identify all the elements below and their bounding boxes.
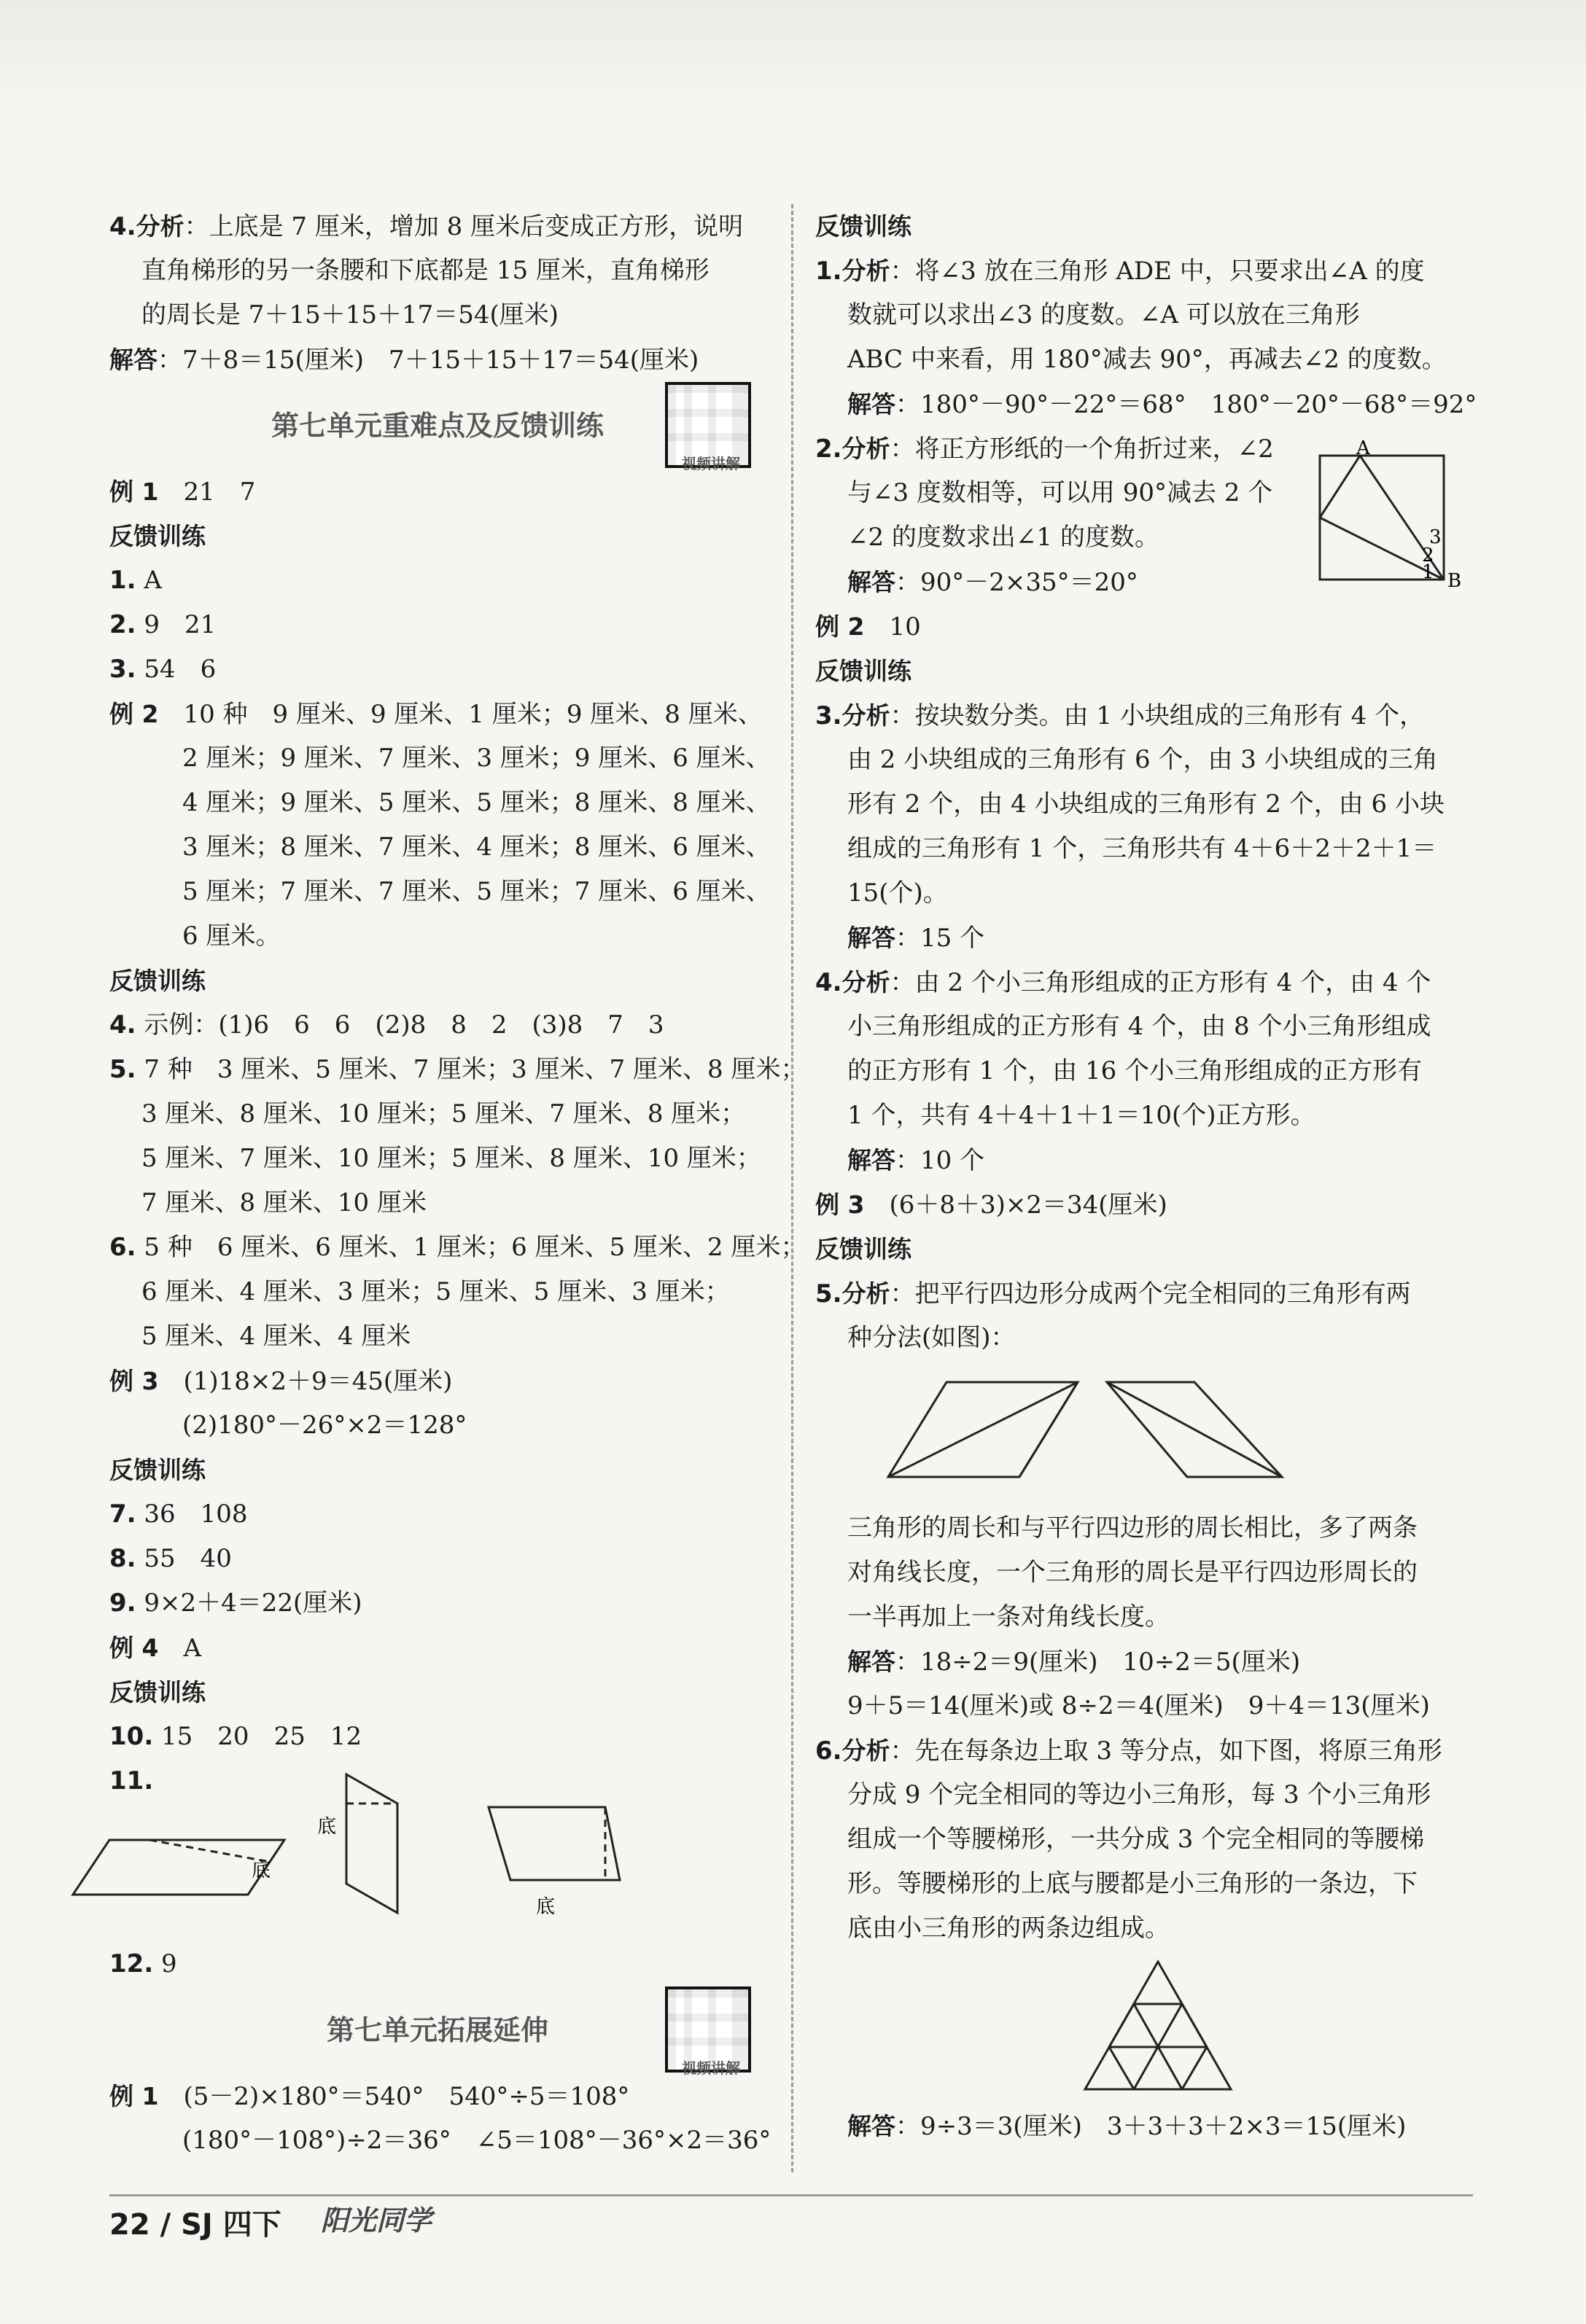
- item-number: 3.: [815, 701, 842, 730]
- line-text: 54 6: [136, 655, 217, 684]
- keyword-label: 反馈训练: [109, 1456, 206, 1484]
- keyword-label: 解答: [109, 346, 158, 374]
- line-text: 对角线长度，一个三角形的周长是平行四边形周长的: [847, 1558, 1418, 1587]
- top-shade: [0, 0, 1586, 109]
- folded-square-holder: [1313, 437, 1462, 597]
- keyword-label: 例 2: [815, 612, 865, 641]
- text-line: [109, 825, 771, 870]
- line-text: ：180°－90°－22°＝68° 180°－20°－68°＝92°: [895, 390, 1477, 419]
- parallelogram-heights-figure: [66, 1760, 722, 1918]
- line-text: 36 108: [136, 1500, 248, 1529]
- item-number: 6.: [109, 1233, 136, 1262]
- line-text: 5 厘米、7 厘米、10 厘米；5 厘米、8 厘米、10 厘米；: [141, 1144, 761, 1173]
- text-line: [109, 1048, 806, 1092]
- text-line: [109, 338, 766, 382]
- keyword-label: 反馈训练: [109, 522, 206, 550]
- text-line: [109, 1942, 766, 1986]
- line-text: 6 厘米、4 厘米、3 厘米；5 厘米、5 厘米、3 厘米；: [141, 1277, 730, 1306]
- text-line: [815, 1506, 1472, 1551]
- item-number: 1.: [815, 257, 842, 286]
- text-line: [815, 1728, 1472, 1773]
- text-line: [815, 649, 1472, 693]
- line-text: (5－2)×180°＝540° 540°÷5＝108°: [158, 2082, 630, 2111]
- text-line: [109, 2118, 771, 2163]
- line-text: 的正方形有 1 个，由 16 个小三角形组成的正方形有: [847, 1056, 1423, 1085]
- line-text: 7 厘米、8 厘米、10 厘米: [141, 1188, 427, 1217]
- footer-rule: [109, 2194, 1473, 2196]
- line-text: 底由小三角形的两条边组成。: [847, 1914, 1170, 1943]
- vertex-label-b: B: [1447, 570, 1462, 592]
- keyword-label: 分析: [841, 1279, 890, 1308]
- item-number: 6.: [815, 1736, 842, 1766]
- item-number: 5.: [815, 1279, 842, 1309]
- text-line: [815, 1551, 1472, 1595]
- text-line: [815, 1316, 1472, 1360]
- fig11-figure: [109, 1804, 766, 1942]
- line-text: 的周长是 7＋15＋15＋17＝54(厘米): [141, 300, 559, 330]
- line-text: ：把平行四边形分成两个完全相同的三角形有两: [890, 1279, 1411, 1309]
- line-text: ：18÷2＝9(厘米) 10÷2＝5(厘米): [895, 1648, 1301, 1677]
- item-number: 2.: [109, 610, 136, 639]
- text-line: [815, 1595, 1472, 1639]
- parallelogram-b-split: [1107, 1382, 1282, 1477]
- text-line: [109, 1715, 766, 1759]
- section-title-text: 第七单元重难点及反馈训练: [271, 410, 604, 442]
- text-line: [815, 782, 1472, 827]
- line-text: ：上底是 7 厘米，增加 8 厘米后变成正方形，说明: [184, 212, 744, 241]
- section-title-text: 第七单元拓展延伸: [326, 2014, 548, 2046]
- text-line: [109, 1092, 766, 1136]
- line-text: 5 种 6 厘米、6 厘米、1 厘米；6 厘米、5 厘米、2 厘米；: [136, 1233, 806, 1262]
- item-number: 9.: [109, 1588, 136, 1618]
- line-text: 形有 2 个，由 4 小块组成的三角形有 2 个，由 6 小块: [847, 789, 1445, 819]
- line-text: ：15 个: [895, 924, 985, 953]
- line-text: 15(个)。: [847, 878, 948, 908]
- section-title: [109, 1986, 766, 2077]
- line-text: 分成 9 个完全相同的等边小三角形，每 3 个小三角形: [847, 1780, 1431, 1809]
- text-line: [109, 1225, 806, 1270]
- line-text: (6＋8＋3)×2＝34(厘米): [864, 1190, 1167, 1220]
- text-line: [815, 693, 1472, 738]
- text-line: [815, 1093, 1472, 1138]
- text-line: [109, 558, 766, 603]
- text-line: [815, 738, 1472, 782]
- keyword-label: 分析: [841, 968, 890, 997]
- item-number: 10.: [109, 1722, 154, 1751]
- line-text: 组成一个等腰梯形，一共分成 3 个完全相同的等腰梯: [847, 1825, 1425, 1854]
- text-line: [815, 1182, 1472, 1227]
- line-text: 10: [864, 612, 921, 642]
- line-text: A: [136, 566, 162, 595]
- item-number: 8.: [109, 1544, 136, 1573]
- line-text: 3 厘米；8 厘米、7 厘米、4 厘米；8 厘米、6 厘米、: [182, 832, 771, 862]
- keyword-label: 分析: [841, 257, 890, 285]
- text-line: [109, 959, 766, 1003]
- text-line: [815, 204, 1472, 249]
- text-line: [109, 469, 766, 514]
- text-line: [109, 870, 771, 914]
- text-line: [815, 1773, 1472, 1817]
- keyword-label: 反馈训练: [815, 1235, 911, 1263]
- item-number: 5.: [109, 1055, 136, 1084]
- item-number: 11.: [109, 1766, 154, 1795]
- brand-logo: 阳光同学: [321, 2204, 432, 2237]
- text-line: [815, 1862, 1472, 1906]
- triangle-division-figure: [815, 1951, 1472, 2104]
- keyword-label: 例 1: [109, 2082, 159, 2110]
- line-text: 10 种 9 厘米、9 厘米、1 厘米；9 厘米、8 厘米、: [158, 700, 763, 729]
- text-line: [109, 293, 766, 338]
- text-line: [109, 1670, 766, 1715]
- section-title: [109, 382, 766, 472]
- line-text: ：按块数分类。由 1 小块组成的三角形有 4 个，: [890, 701, 1425, 730]
- line-text: 数就可以求出∠3 的度数。∠A 可以放在三角形: [847, 300, 1360, 330]
- line-text: 9 21: [136, 610, 217, 639]
- text-line: [815, 1906, 1472, 1951]
- keyword-label: 解答: [847, 1648, 895, 1676]
- line-text: ：将∠3 放在三角形 ADE 中，只要求出∠A 的度: [890, 257, 1425, 286]
- big-triangle-outline: [1085, 1962, 1231, 2089]
- base-label-2: 底: [317, 1816, 337, 1838]
- parallelogram-division-figure: [815, 1360, 1472, 1506]
- line-text: 4 厘米；9 厘米、5 厘米、5 厘米；8 厘米、8 厘米、: [182, 788, 771, 817]
- text-line: [815, 916, 1472, 960]
- line-text: 5 厘米；7 厘米、7 厘米、5 厘米；7 厘米、6 厘米、: [182, 877, 771, 906]
- text-line: [109, 1448, 766, 1492]
- keyword-label: 解答: [847, 1146, 895, 1174]
- keyword-label: 分析: [841, 434, 890, 463]
- line-text: 9: [153, 1949, 177, 1978]
- parallelogram-1-height: [149, 1840, 270, 1862]
- text-line: [815, 1227, 1472, 1271]
- vertex-label-a: A: [1356, 437, 1370, 459]
- item-number: 4.: [815, 968, 842, 997]
- text-line: [815, 871, 1472, 916]
- text-line: [109, 736, 771, 781]
- text-line: [815, 1639, 1472, 1684]
- line-text: ：90°－2×35°＝20°: [895, 568, 1138, 597]
- line-text: 一半再加上一条对角线长度。: [847, 1602, 1170, 1631]
- item-number: 7.: [109, 1500, 136, 1529]
- keyword-label: 反馈训练: [109, 1678, 206, 1707]
- keyword-label: 例 3: [109, 1367, 159, 1395]
- keyword-label: 例 2: [109, 700, 159, 728]
- base-label-3: 底: [536, 1896, 556, 1918]
- text-line: [109, 1492, 766, 1537]
- text-line: [109, 647, 766, 692]
- text-line: [815, 338, 1472, 382]
- line-text: (2)180°－26°×2＝128°: [182, 1411, 467, 1440]
- line-text: ：10 个: [895, 1146, 985, 1175]
- keyword-label: 解答: [847, 568, 895, 596]
- line-text: (180°－108°)÷2＝36° ∠5＝108°－36°×2＝36°: [182, 2126, 771, 2155]
- qr-caption: 视频讲解: [682, 2059, 740, 2077]
- column-divider: [791, 204, 793, 2172]
- line-text: 55 40: [136, 1544, 232, 1573]
- text-line: [109, 914, 766, 959]
- text-line: [109, 1626, 766, 1670]
- item-number: 4.: [109, 1010, 136, 1040]
- line-text: ：将正方形纸的一个角折过来，∠2: [890, 434, 1274, 464]
- text-line: [109, 204, 766, 249]
- keyword-label: 分析: [841, 701, 890, 730]
- line-text: 与∠3 度数相等，可以用 90°减去 2 个: [847, 478, 1273, 507]
- text-line: [109, 1314, 766, 1359]
- line-text: 5 厘米、4 厘米、4 厘米: [141, 1322, 411, 1351]
- line-text: ∠2 的度数求出∠1 的度数。: [847, 523, 1159, 552]
- text-line: [109, 1359, 766, 1403]
- item-number: 2.: [815, 434, 842, 464]
- text-line: [815, 1271, 1472, 1316]
- keyword-label: 例 3: [815, 1190, 865, 1219]
- text-line: [109, 1136, 766, 1181]
- line-text: 15 20 25 12: [153, 1722, 362, 1751]
- line-text: 9×2＋4＝22(厘米): [136, 1588, 362, 1618]
- line-text: 3 厘米、8 厘米、10 厘米；5 厘米、7 厘米、8 厘米；: [141, 1099, 746, 1128]
- line-text: 直角梯形的另一条腰和下底都是 15 厘米，直角梯形: [141, 256, 710, 285]
- line-text: ：由 2 个小三角形组成的正方形有 4 个，由 4 个: [890, 968, 1431, 997]
- page-number: 22 / SJ 四下: [109, 2208, 281, 2242]
- qr-caption: 视频讲解: [682, 455, 740, 472]
- line-text: 2 厘米；9 厘米、7 厘米、3 厘米；9 厘米、6 厘米、: [182, 744, 771, 773]
- keyword-label: 解答: [847, 2112, 895, 2140]
- keyword-label: 反馈训练: [109, 967, 206, 995]
- line-text: 7 种 3 厘米、5 厘米、7 厘米；3 厘米、7 厘米、8 厘米；: [136, 1055, 806, 1084]
- angle-label-1: 1: [1422, 561, 1434, 583]
- parallelogram-2-outline: [346, 1774, 397, 1913]
- line-text: A: [158, 1634, 202, 1663]
- item-number: 1.: [109, 566, 136, 595]
- fig6-figure: [815, 1951, 1472, 2104]
- text-line: [109, 603, 766, 647]
- text-line: [109, 781, 771, 825]
- keyword-label: 例 4: [109, 1634, 159, 1662]
- line-text: 形。等腰梯形的上底与腰都是小三角形的一条边，下: [847, 1869, 1418, 1898]
- text-line: [109, 2074, 766, 2118]
- line-text: 1 个，共有 4＋4＋1＋1＝10(个)正方形。: [847, 1101, 1315, 1130]
- text-line: [109, 514, 766, 558]
- line-text: 小三角形组成的正方形有 4 个，由 8 个小三角形组成: [847, 1012, 1431, 1041]
- text-line: [815, 960, 1472, 1005]
- folded-square-figure: [1313, 437, 1462, 594]
- item-number: 3.: [109, 655, 136, 684]
- keyword-label: 分析: [136, 212, 184, 241]
- line-text: 示例：(1)6 6 6 (2)8 8 2 (3)8 7 3: [136, 1010, 664, 1040]
- line-text: 21 7: [158, 477, 256, 507]
- item-number: 12.: [109, 1949, 154, 1978]
- text-line: [109, 692, 766, 736]
- text-line: [815, 1684, 1472, 1728]
- keyword-label: 反馈训练: [815, 657, 911, 685]
- line-text: 9＋5＝14(厘米)或 8÷2＝4(厘米) 9＋4＝13(厘米): [847, 1691, 1430, 1720]
- text-line: [109, 1403, 766, 1448]
- line-text: 组成的三角形有 1 个，三角形共有 4＋6＋2＋2＋1＝: [847, 834, 1437, 863]
- text-line: [109, 1181, 766, 1225]
- line-text: 6 厘米。: [182, 921, 281, 951]
- text-line: [109, 1270, 766, 1314]
- text-line: [109, 1537, 766, 1581]
- angle-label-3: 3: [1429, 526, 1442, 548]
- text-line: [109, 1003, 766, 1048]
- item-number: 4.: [109, 212, 136, 241]
- base-label-1: 底: [252, 1860, 271, 1882]
- text-line: [815, 2104, 1472, 2148]
- text-line: [815, 1005, 1472, 1049]
- line-text: ：先在每条边上取 3 等分点，如下图，将原三角形: [890, 1736, 1442, 1766]
- keyword-label: 分析: [841, 1736, 890, 1765]
- fig5-figure: [815, 1360, 1472, 1506]
- text-line: [815, 827, 1472, 871]
- line-text: ：7＋8＝15(厘米) 7＋15＋15＋17＝54(厘米): [158, 346, 699, 375]
- line-text: 三角形的周长和与平行四边形的周长相比，多了两条: [847, 1513, 1418, 1543]
- text-line: [109, 249, 766, 293]
- angle-label-2: 2: [1422, 545, 1434, 566]
- text-line: [815, 1817, 1472, 1862]
- left-column: [109, 204, 806, 2163]
- keyword-label: 解答: [847, 390, 895, 418]
- keyword-label: 解答: [847, 924, 895, 952]
- text-line: [815, 1138, 1472, 1182]
- line-text: ：9÷3＝3(厘米) 3＋3＋3＋2×3＝15(厘米): [895, 2112, 1407, 2141]
- text-line: [815, 1049, 1472, 1093]
- text-line: [109, 1581, 766, 1626]
- text-line: [815, 604, 1472, 649]
- keyword-label: 反馈训练: [815, 212, 911, 241]
- text-line: [815, 293, 1472, 338]
- parallelogram-3-outline: [489, 1807, 620, 1880]
- text-line: [815, 382, 1477, 426]
- line-text: ABC 中来看，用 180°减去 90°，再减去∠2 的度数。: [847, 345, 1447, 374]
- line-text: (1)18×2＋9＝45(厘米): [158, 1367, 453, 1396]
- line-text: 种分法(如图)：: [847, 1323, 1016, 1352]
- text-line: [815, 249, 1472, 293]
- keyword-label: 例 1: [109, 477, 159, 506]
- line-text: 由 2 小块组成的三角形有 6 个，由 3 小块组成的三角: [847, 745, 1438, 774]
